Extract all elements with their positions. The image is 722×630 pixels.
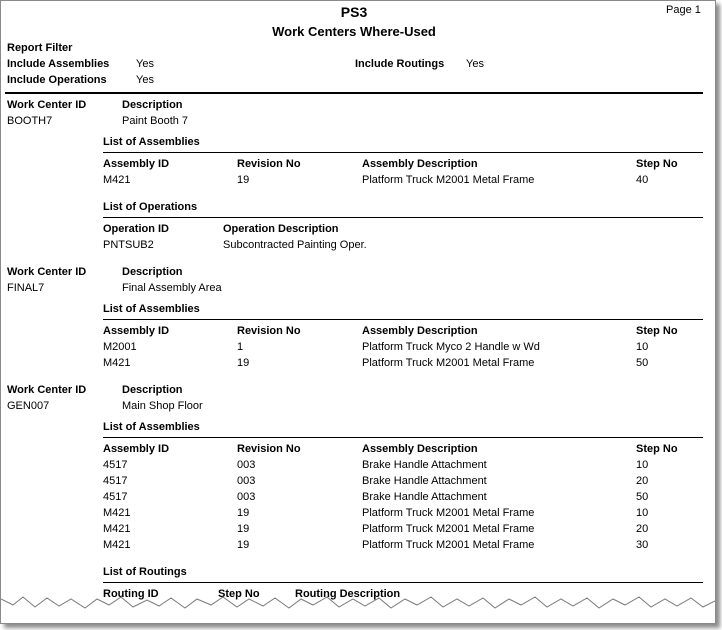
filter-value-operations: Yes — [136, 74, 154, 86]
operations-cell: Subcontracted Painting Oper. — [223, 239, 367, 251]
assemblies-column-header: Assembly Description — [362, 443, 478, 455]
report-title: Work Centers Where-Used — [272, 24, 436, 39]
work-center-id: BOOTH7 — [7, 115, 53, 127]
work-center-description: Paint Booth 7 — [122, 115, 189, 127]
assemblies-cell: Platform Truck M2001 Metal Frame — [362, 539, 535, 551]
assemblies-cell: Brake Handle Attachment — [362, 491, 487, 503]
operations-cell: PNTSUB2 — [103, 239, 154, 251]
assemblies-column-header: Revision No — [237, 325, 301, 337]
assemblies-column-header: Revision No — [237, 443, 301, 455]
company-name: PS3 — [340, 4, 368, 20]
assemblies-cell: Platform Truck M2001 Metal Frame — [362, 523, 535, 535]
assemblies-cell: 50 — [636, 491, 649, 503]
work-center-description-label: Description — [122, 99, 183, 111]
work-center-description-label: Description — [122, 266, 183, 278]
torn-edge — [1, 1, 716, 624]
assemblies-cell: 40 — [636, 174, 649, 186]
assemblies-cell: Platform Truck M2001 Metal Frame — [362, 174, 535, 186]
assemblies-column-header: Assembly Description — [362, 158, 478, 170]
assemblies-cell: Platform Truck M2001 Metal Frame — [362, 357, 535, 369]
filter-value-routings: Yes — [466, 58, 484, 70]
assemblies-cell: 20 — [636, 475, 649, 487]
assemblies-cell: M421 — [103, 357, 131, 369]
assemblies-cell: M421 — [103, 539, 131, 551]
page-number: Page 1 — [666, 4, 701, 16]
work-center-id-label: Work Center ID — [7, 384, 87, 396]
operations-section-heading: List of Operations — [103, 201, 198, 213]
operations-column-header: Operation Description — [223, 223, 339, 235]
filter-label-routings: Include Routings — [355, 58, 445, 70]
assemblies-column-header: Assembly Description — [362, 325, 478, 337]
assemblies-cell: 4517 — [103, 475, 128, 487]
work-center-description: Main Shop Floor — [122, 400, 203, 412]
assemblies-cell: 1 — [237, 341, 244, 353]
assemblies-cell: 10 — [636, 507, 649, 519]
work-center-description-label: Description — [122, 384, 183, 396]
assemblies-cell: 20 — [636, 523, 649, 535]
assemblies-cell: Brake Handle Attachment — [362, 475, 487, 487]
assemblies-cell: 50 — [636, 357, 649, 369]
assemblies-cell: M2001 — [103, 341, 137, 353]
routings-column-header: Routing Description — [295, 588, 401, 600]
assemblies-cell: 30 — [636, 539, 649, 551]
routings-column-header: Step No — [218, 588, 260, 600]
filter-value-assemblies: Yes — [136, 58, 154, 70]
assemblies-cell: 003 — [237, 475, 256, 487]
assemblies-cell: 19 — [237, 539, 250, 551]
filter-label-operations: Include Operations — [7, 74, 107, 86]
operations-column-header: Operation ID — [103, 223, 170, 235]
assemblies-column-header: Step No — [636, 158, 678, 170]
assemblies-cell: 19 — [237, 523, 250, 535]
assemblies-cell: 10 — [636, 341, 649, 353]
assemblies-cell: 19 — [237, 357, 250, 369]
assemblies-cell: M421 — [103, 507, 131, 519]
work-center-id: GEN007 — [7, 400, 50, 412]
assemblies-cell: Brake Handle Attachment — [362, 459, 487, 471]
assemblies-column-header: Assembly ID — [103, 443, 170, 455]
work-center-description: Final Assembly Area — [122, 282, 222, 294]
assemblies-cell: 4517 — [103, 491, 128, 503]
routings-section-heading: List of Routings — [103, 566, 187, 578]
assemblies-cell: Platform Truck M2001 Metal Frame — [362, 507, 535, 519]
work-center-id: FINAL7 — [7, 282, 45, 294]
assemblies-column-header: Step No — [636, 325, 678, 337]
assemblies-cell: 19 — [237, 507, 250, 519]
assemblies-cell: 19 — [237, 174, 250, 186]
assemblies-column-header: Step No — [636, 443, 678, 455]
assemblies-cell: 003 — [237, 459, 256, 471]
assemblies-cell: M421 — [103, 174, 131, 186]
work-center-id-label: Work Center ID — [7, 99, 87, 111]
work-center-id-label: Work Center ID — [7, 266, 87, 278]
assemblies-column-header: Revision No — [237, 158, 301, 170]
assemblies-cell: M421 — [103, 523, 131, 535]
routings-column-header: Routing ID — [103, 588, 159, 600]
assemblies-column-header: Assembly ID — [103, 158, 170, 170]
assemblies-cell: 003 — [237, 491, 256, 503]
assemblies-column-header: Assembly ID — [103, 325, 170, 337]
report-filter-heading: Report Filter — [7, 42, 73, 54]
assemblies-section-heading: List of Assemblies — [103, 421, 200, 433]
assemblies-section-heading: List of Assemblies — [103, 136, 200, 148]
assemblies-cell: 10 — [636, 459, 649, 471]
assemblies-cell: 4517 — [103, 459, 128, 471]
assemblies-cell: Platform Truck Myco 2 Handle w Wd — [362, 341, 540, 353]
filter-label-assemblies: Include Assemblies — [7, 58, 110, 70]
assemblies-section-heading: List of Assemblies — [103, 303, 200, 315]
